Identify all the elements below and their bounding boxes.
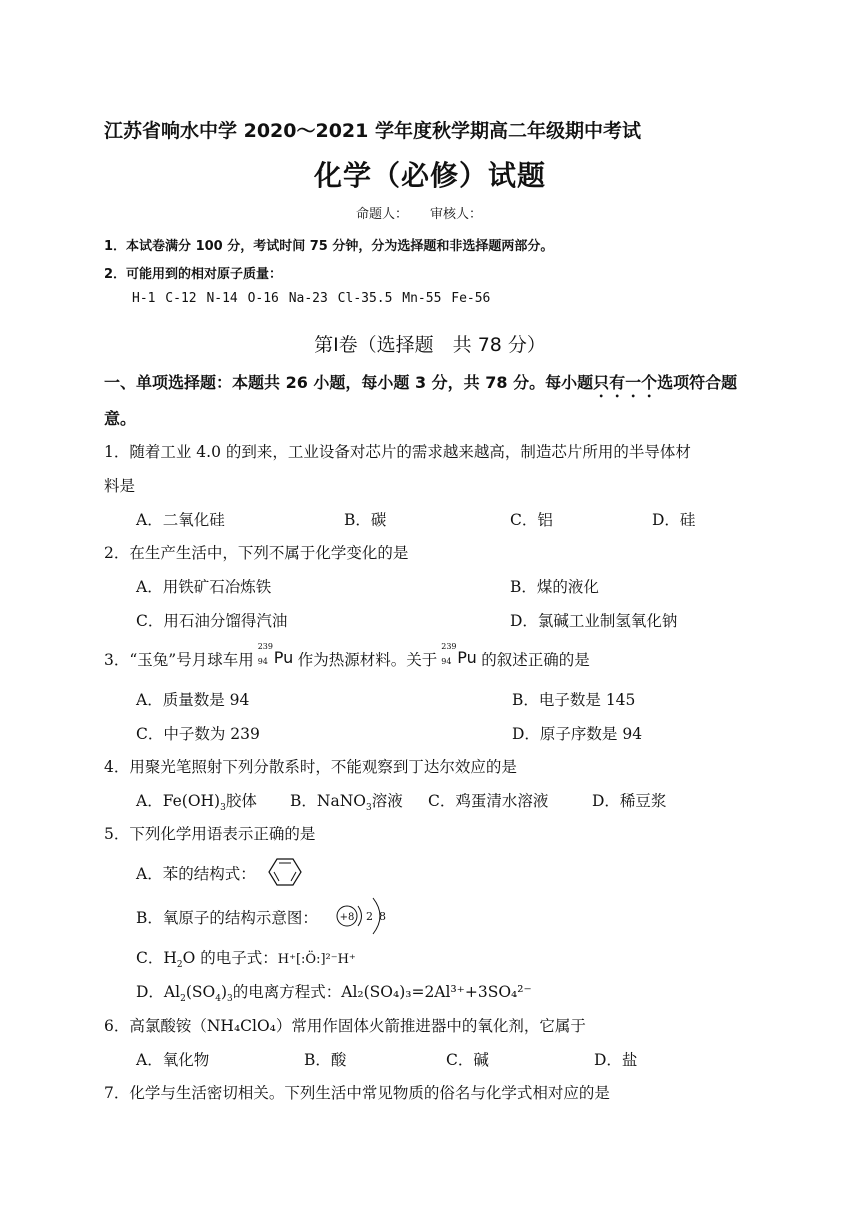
shell-1-electrons: 2 — [366, 910, 373, 923]
q4-option-c: C．鸡蛋清水溶液 — [428, 792, 549, 810]
q6-stem: 6．高氯酸铵（NH₄ClO₄）常用作固体火箭推进器中的氧化剂，它属于 — [104, 1017, 586, 1035]
q1-stem-line2: 料是 — [104, 477, 136, 495]
q3-option-b: B．电子数是 145 — [512, 691, 636, 709]
water-electron-formula: H⁺[:Ö:]²⁻H⁺ — [277, 952, 356, 967]
setter-label: 命题人： — [356, 207, 409, 222]
reviewer-label: 审核人： — [430, 207, 483, 222]
part-one-heading: 第Ⅰ卷（选择题 共 78 分） — [314, 334, 546, 356]
pu-nuclide-symbol-2: 239 94 Pu — [441, 642, 477, 667]
q1-option-c: C．铝 — [510, 511, 553, 529]
q2-option-b: B．煤的液化 — [510, 578, 599, 596]
nucleus-charge: +8 — [339, 912, 355, 923]
section-text-b: 选项符合题 — [657, 373, 738, 392]
instruction-1: 1．本试卷满分 100 分，考试时间 75 分钟，分为选择题和非选择题两部分。 — [104, 239, 554, 254]
shell-2-electrons: 8 — [379, 910, 386, 923]
q1-stem: 1．随着工业 4.0 的到来，工业设备对芯片的需求越来越高，制造芯片所用的半导体材 — [104, 443, 691, 461]
q2-stem: 2．在生产生活中，下列不属于化学变化的是 — [104, 544, 409, 562]
q4-option-d: D．稀豆浆 — [592, 792, 667, 810]
pu-nuclide-symbol: 239 94 Pu — [257, 642, 294, 667]
q6-option-b: B．酸 — [304, 1051, 347, 1069]
q6-option-a: A．氧化物 — [136, 1051, 210, 1069]
section-text-a: 一、单项选择题：本题共 26 小题，每小题 3 分，共 78 分。每小题 — [104, 373, 594, 392]
benzene-ring-icon — [268, 857, 302, 887]
q5-option-b: B．氧原子的结构示意图： — [136, 909, 318, 927]
q4-option-a: A．$Fe(OH)_3$胶体 — [136, 792, 257, 814]
q1-option-b: B．碳 — [344, 511, 387, 529]
q5-option-c: C．$H_2O$ 的电子式：H⁺[:Ö:]²⁻H⁺ — [136, 949, 356, 971]
school-exam-header: 江苏省响水中学 2020～2021 学年度秋学期高二年级期中考试 — [104, 120, 641, 142]
q2-option-d: D．氯碱工业制氢氧化钠 — [510, 612, 678, 630]
instruction-2: 2．可能用到的相对原子质量： — [104, 267, 283, 282]
q3-option-c: C．中子数为 239 — [136, 725, 260, 743]
q3-stem: 3．“玉兔”号月球车用 239 94 Pu 作为热源材料。关于 239 94 Pu 的叙述正确的是 — [104, 642, 590, 669]
q5-option-a: A．苯的结构式： — [136, 865, 256, 883]
section-instructions — [104, 370, 737, 401]
q4-stem: 4．用聚光笔照射下列分散系时，不能观察到丁达尔效应的是 — [104, 758, 517, 776]
oxygen-atom-diagram — [332, 892, 392, 940]
q4-option-b: B．NaNO$_3$溶液 — [290, 792, 403, 814]
q3-option-d: D．原子序数是 94 — [512, 725, 643, 743]
paper-title: 化学（必修）试题 — [313, 159, 546, 192]
q1-option-a: A．二氧化硅 — [136, 511, 225, 529]
section-emphasis: 只有一个 — [593, 373, 658, 392]
q3-option-a: A．质量数是 94 — [136, 691, 250, 709]
q6-option-c: C．碱 — [446, 1051, 489, 1069]
atomic-masses: H-1 C-12 N-14 O-16 Na-23 Cl-35.5 Mn-55 Fe-56 — [132, 291, 491, 306]
q2-option-c: C．用石油分馏得汽油 — [136, 612, 288, 630]
q5-option-d: D．$Al_2(SO_4)_3$的电离方程式：Al₂(SO₄)₃=2Al³⁺+3SO₄²⁻ — [136, 983, 532, 1005]
q2-option-a: A．用铁矿石冶炼铁 — [136, 578, 272, 596]
q1-option-d: D．硅 — [652, 511, 696, 529]
ionization-equation: Al₂(SO₄)₃=2Al³⁺+3SO₄²⁻ — [341, 983, 532, 1001]
q5-stem: 5．下列化学用语表示正确的是 — [104, 825, 316, 843]
q6-option-d: D．盐 — [594, 1051, 638, 1069]
q7-stem: 7．化学与生活密切相关。下列生活中常见物质的俗名与化学式相对应的是 — [104, 1084, 610, 1102]
section-instructions-line2: 意。 — [104, 409, 137, 428]
setter-line — [356, 203, 504, 222]
